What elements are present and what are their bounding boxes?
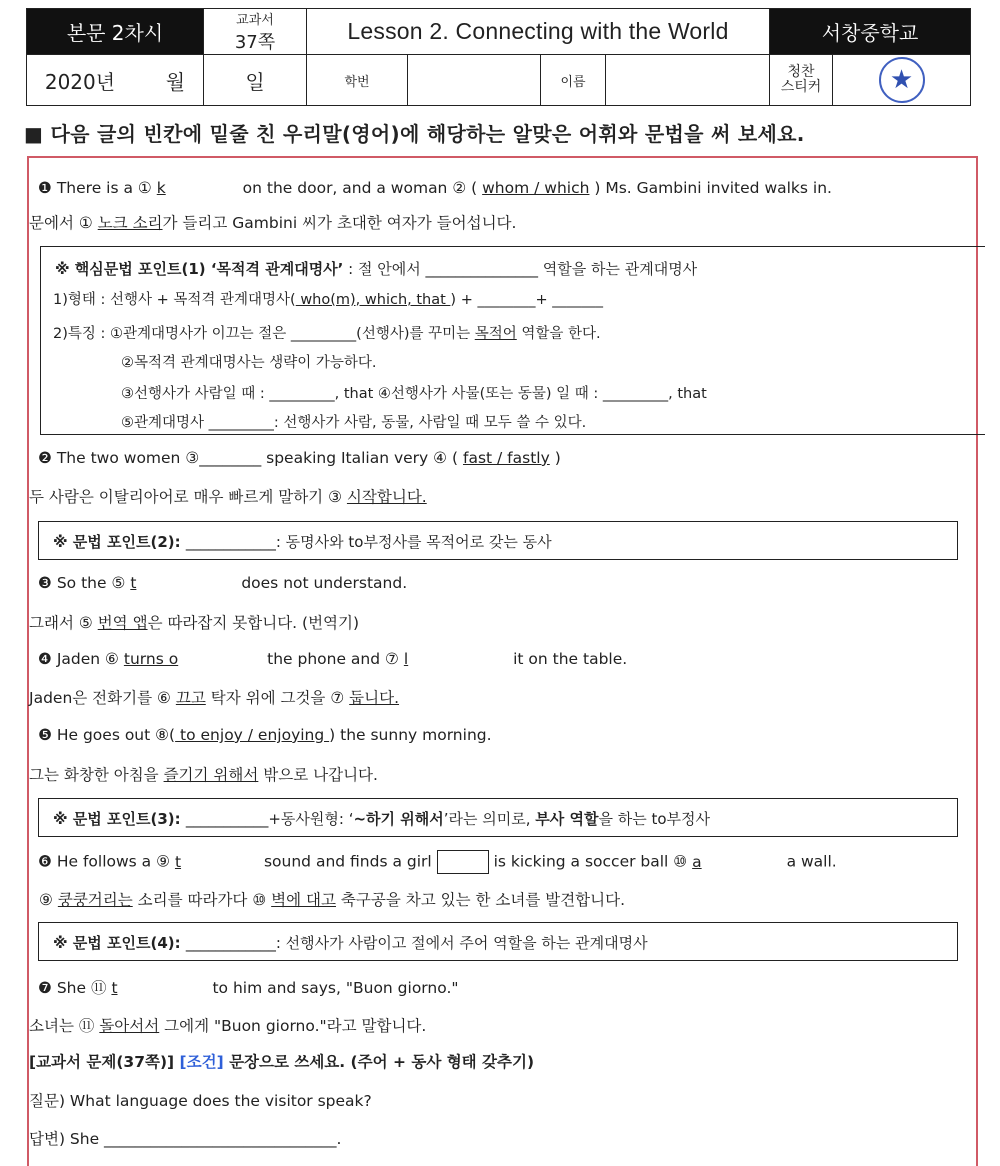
translation-1: 문에서 ① 노크 소리가 들리고 Gambini 씨가 초대한 여자가 들어섭니다. bbox=[29, 214, 517, 232]
sentence-4: ❹ Jaden ⑥ turns o the phone and ⑦ l it on the table. bbox=[38, 650, 628, 668]
translation-2: 두 사람은 이탈리아어로 매우 빠르게 말하기 ③ 시작합니다. bbox=[29, 488, 427, 506]
grammar-1-feature-3-4: ③선행사가 사람일 때 : _________, that ④선행사가 사물(또는 동물) 일 때 : _________, that bbox=[121, 386, 707, 402]
session-cell: 본문 2차시 bbox=[27, 9, 204, 55]
sentence-1: ❶ There is a ① k on the door, and a woman ② ( whom / which ) Ms. Gambini invited walks in. bbox=[38, 179, 832, 197]
grammar-2-blank[interactable]: ____________ bbox=[185, 533, 276, 551]
grammar-3-blank[interactable]: ___________ bbox=[185, 810, 269, 828]
worksheet-header bbox=[26, 8, 971, 106]
grammar-1-feature-2: ②목적격 관계대명사는 생략이 가능하다. bbox=[121, 355, 377, 371]
grammar-1-feature-1: 2)특징 : ①관계대명사가 이끄는 절은 _________(선행사)를 꾸미는 목적어 역할을 한다. bbox=[53, 326, 601, 342]
translation-4: Jaden은 전화기를 ⑥ 끄고 탁자 위에 그것을 ⑦ 둡니다. bbox=[29, 689, 400, 707]
date-cell bbox=[27, 55, 204, 106]
grammar-point-2: ※ 문법 포인트(2): ____________: 동명사와 to부정사를 목적어로 갖는 동사 bbox=[38, 521, 958, 560]
grammar-point-4: ※ 문법 포인트(4): ____________: 선행사가 사람이고 절에서 주어 역할을 하는 관계대명사 bbox=[38, 922, 958, 961]
grammar-1-heading: ※ 핵심문법 포인트(1) ‘목적격 관계대명사’ : 절 안에서 _______________ 역할을 하는 관계대명사 bbox=[55, 260, 698, 278]
blank-1[interactable]: k bbox=[156, 179, 166, 197]
sticker-cell[interactable] bbox=[833, 55, 971, 106]
textbook-label: 교과서 bbox=[236, 13, 274, 28]
blank-10[interactable]: a bbox=[692, 852, 702, 871]
name-field[interactable] bbox=[606, 55, 770, 106]
star-stamp-icon: ★ bbox=[879, 57, 925, 103]
translation-3: 그래서 ⑤ 번역 앱은 따라잡지 못합니다. (번역기) bbox=[29, 614, 360, 632]
grammar-4-blank[interactable]: ____________ bbox=[185, 934, 276, 952]
date-year: 2020년 bbox=[44, 69, 116, 94]
blank-5[interactable]: t bbox=[130, 574, 137, 592]
translation-5: 그는 화창한 아침을 즐기기 위해서 밖으로 나갑니다. bbox=[29, 766, 378, 784]
blank-7[interactable]: l bbox=[403, 650, 409, 668]
grammar-1-blank-role[interactable]: _______________ bbox=[425, 260, 538, 278]
relative-pronoun-box[interactable] bbox=[437, 850, 489, 874]
choice-4[interactable]: fast / fastly bbox=[462, 449, 550, 467]
praise-sticker-label: 청찬 스티커 bbox=[770, 55, 833, 106]
date-month: 월 bbox=[165, 69, 186, 94]
lesson-title: Lesson 2. Connecting with the World bbox=[307, 9, 770, 55]
student-number-field[interactable] bbox=[408, 55, 541, 106]
task-question: 질문) What language does the visitor speak? bbox=[29, 1092, 372, 1110]
sentence-7: ❼ She ⑪ t to him and says, "Buon giorno." bbox=[38, 979, 459, 997]
sentence-5: ❺ He goes out ⑧( to enjoy / enjoying ) the sunny morning. bbox=[38, 726, 492, 744]
sentence-2: ❷ The two women ③________ speaking Italian very ④ ( fast / fastly ) bbox=[38, 449, 561, 467]
date-day: 일 bbox=[204, 55, 307, 106]
blank-6[interactable]: turns o bbox=[123, 650, 179, 668]
task-answer[interactable]: 답변) She ______________________________. bbox=[29, 1130, 342, 1148]
blank-3[interactable]: ________ bbox=[199, 449, 262, 467]
choice-8[interactable]: to enjoy / enjoying bbox=[175, 726, 330, 744]
blank-11[interactable]: t bbox=[111, 979, 118, 997]
textbook-page-cell bbox=[204, 9, 307, 55]
grammar-1-form: 1)형태 : 선행사 + 목적격 관계대명사( who(m), which, that ) + ________+ _______ bbox=[53, 292, 603, 308]
grammar-1-feature-5: ⑤관계대명사 _________: 선행사가 사람, 동물, 사람일 때 모두 쓸 수 있다. bbox=[121, 415, 587, 431]
school-name: 서창중학교 bbox=[770, 9, 971, 55]
name-label: 이름 bbox=[541, 55, 606, 106]
translation-6: ⑨ 쿵쿵거리는 소리를 따라가다 ⑩ 벽에 대고 축구공을 차고 있는 한 소녀를 발견합니다. bbox=[39, 891, 626, 909]
grammar-point-1 bbox=[40, 246, 985, 435]
grammar-point-3: ※ 문법 포인트(3): ___________+동사원형: ‘~하기 위해서’라는 의미로, 부사 역할을 하는 to부정사 bbox=[38, 798, 958, 837]
choice-2[interactable]: whom / which bbox=[482, 179, 590, 197]
textbook-page: 37쪽 bbox=[234, 32, 276, 53]
sentence-3: ❸ So the ⑤ t does not understand. bbox=[38, 574, 408, 592]
textbook-task: [교과서 문제(37쪽)] [조건] 문장으로 쓰세요. (주어 + 동사 형태 갖추기) bbox=[29, 1053, 535, 1071]
blank-9[interactable]: t bbox=[174, 852, 182, 871]
instruction: ■ 다음 글의 빈칸에 밑줄 친 우리말(영어)에 해당하는 알맞은 어휘와 문법을 써 보세요. bbox=[24, 122, 805, 146]
translation-7: 소녀는 ⑪ 돌아서서 그에게 "Buon giorno."라고 말합니다. bbox=[29, 1017, 427, 1035]
sentence-6: ❻ He follows a ⑨ t sound and finds a girl is kicking a soccer ball ⑩ a a wall. bbox=[38, 850, 837, 874]
student-number-label: 학번 bbox=[307, 55, 408, 106]
